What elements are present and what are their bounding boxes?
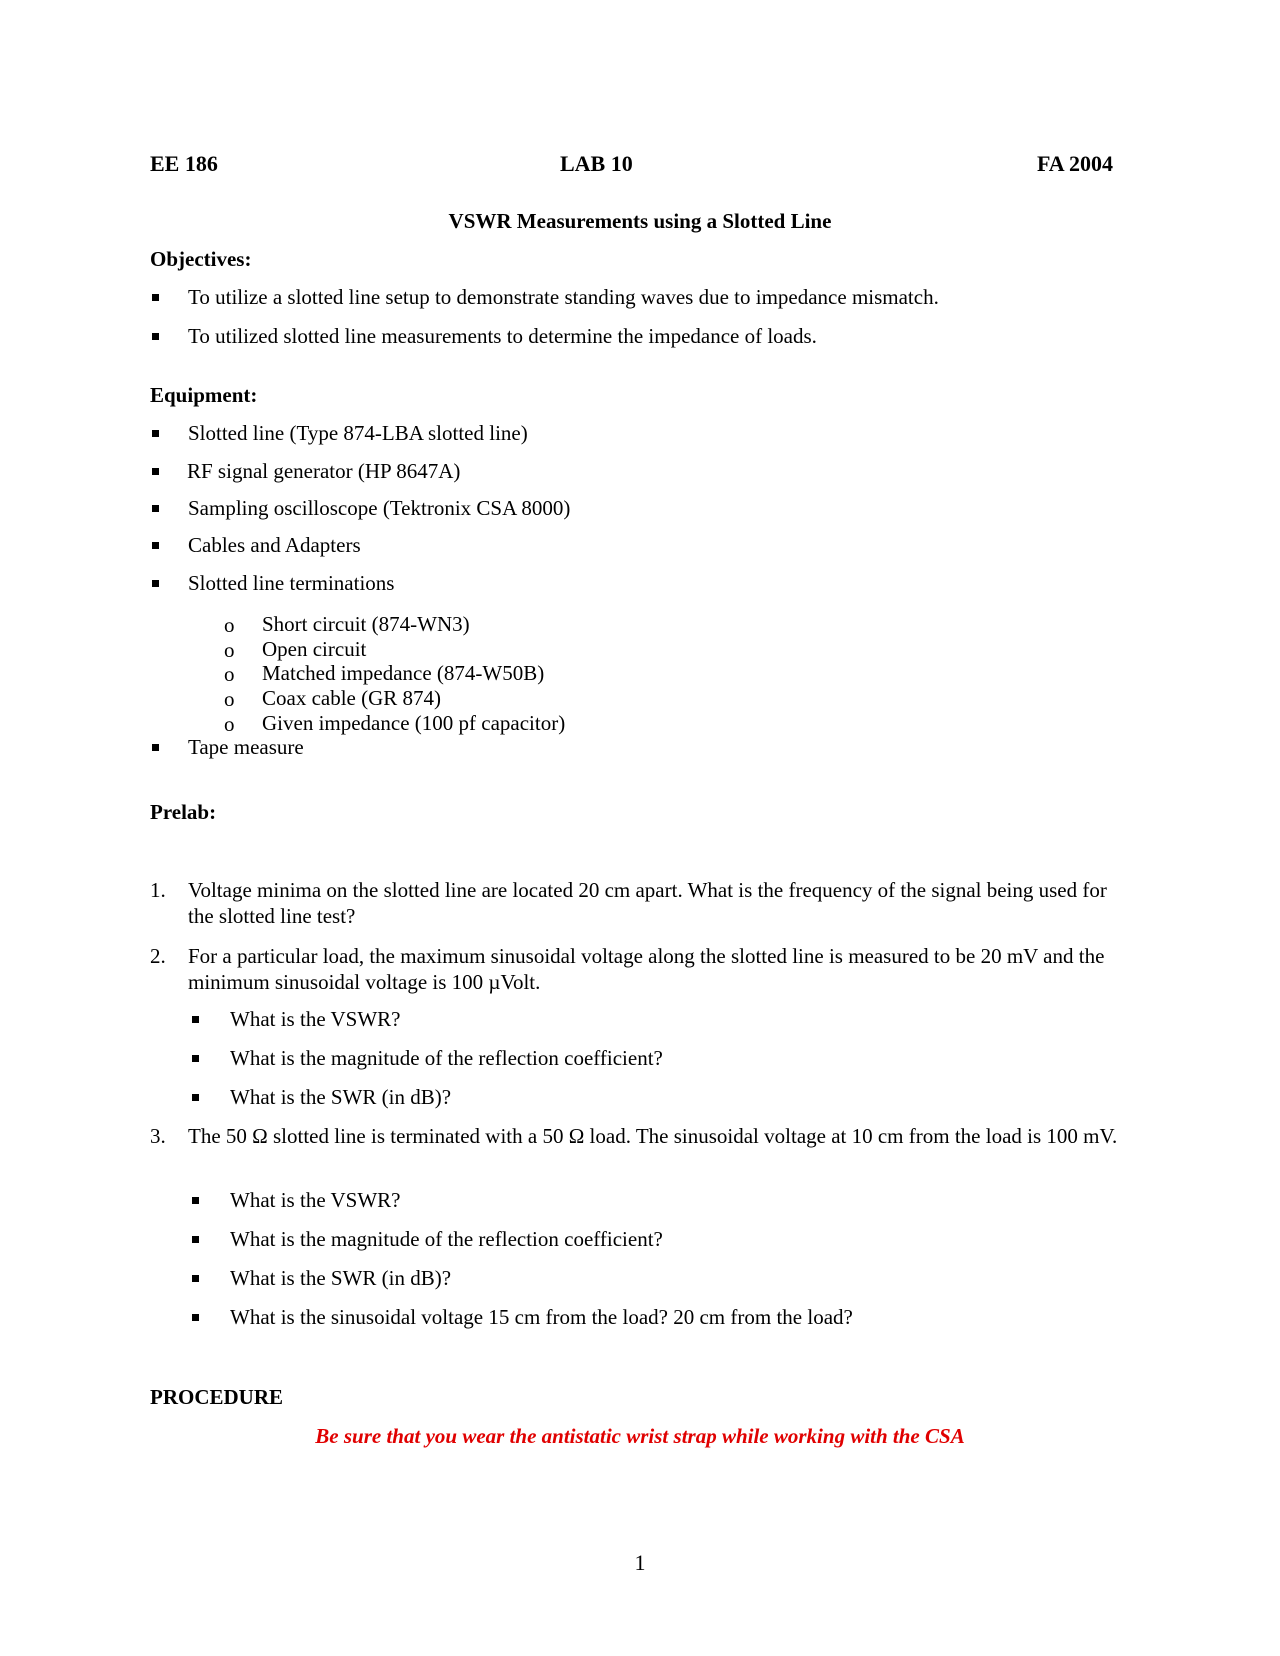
safety-warning: Be sure that you wear the antistatic wrist strap while working with the CSA xyxy=(315,1424,965,1448)
prelab-heading: Prelab: xyxy=(150,800,217,824)
sub-bullet-icon: o xyxy=(224,638,235,662)
equipment-item: Sampling oscilloscope (Tektronix CSA 8000) xyxy=(188,496,571,520)
bullet-icon xyxy=(152,505,159,512)
objective-item: To utilized slotted line measurements to determine the impedance of loads. xyxy=(188,324,817,348)
question-text: For a particular load, the maximum sinusoidal voltage along the slotted line is measured to be 20 mV and the minimum sinusoidal voltage is 100 µVolt. xyxy=(188,944,1105,994)
bullet-icon xyxy=(152,430,159,437)
bullet-icon xyxy=(192,1055,199,1062)
sub-question: What is the SWR (in dB)? xyxy=(230,1266,452,1290)
bullet-icon xyxy=(192,1314,199,1321)
bullet-icon xyxy=(152,744,159,751)
termination-item: Short circuit (874-WN3) xyxy=(262,612,470,636)
sub-bullet-icon: o xyxy=(224,712,235,736)
sub-bullet-icon: o xyxy=(224,687,235,711)
lab-number: LAB 10 xyxy=(560,151,633,176)
sub-question: What is the VSWR? xyxy=(230,1007,401,1031)
course-code: EE 186 xyxy=(150,151,218,176)
procedure-heading: PROCEDURE xyxy=(150,1385,284,1409)
question-number: 3. xyxy=(150,1124,166,1148)
equipment-item: RF signal generator (HP 8647A) xyxy=(187,459,461,483)
bullet-icon xyxy=(192,1094,199,1101)
termination-item: Open circuit xyxy=(262,637,367,661)
bullet-icon xyxy=(152,542,159,549)
termination-item: Matched impedance (874-W50B) xyxy=(262,661,545,685)
question-text: The 50 Ω slotted line is terminated with a 50 Ω load. The sinusoidal voltage at 10 cm from the load is 100 mV. xyxy=(188,1124,1118,1148)
sub-question: What is the magnitude of the reflection coefficient? xyxy=(230,1046,663,1070)
bullet-icon xyxy=(152,580,159,587)
bullet-icon xyxy=(152,468,159,475)
sub-question: What is the VSWR? xyxy=(230,1188,401,1212)
termination-item: Coax cable (GR 874) xyxy=(262,686,442,710)
question-text: Voltage minima on the slotted line are located 20 cm apart. What is the frequency of the signal being used for the slotted line test? xyxy=(188,878,1107,928)
bullet-icon xyxy=(192,1016,199,1023)
bullet-icon xyxy=(192,1236,199,1243)
equipment-item: Slotted line terminations xyxy=(188,571,395,595)
bullet-icon xyxy=(152,294,159,301)
equipment-item: Slotted line (Type 874-LBA slotted line) xyxy=(188,421,528,445)
objectives-heading: Objectives: xyxy=(150,247,252,271)
objective-item: To utilize a slotted line setup to demonstrate standing waves due to impedance mismatch. xyxy=(188,285,939,309)
equipment-item: Cables and Adapters xyxy=(188,533,361,557)
termination-item: Given impedance (100 pf capacitor) xyxy=(262,711,566,735)
bullet-icon xyxy=(192,1197,199,1204)
bullet-icon xyxy=(192,1275,199,1282)
question-number: 1. xyxy=(150,878,166,902)
equipment-item: Tape measure xyxy=(188,735,304,759)
page-number: 1 xyxy=(634,1550,646,1575)
question-number: 2. xyxy=(150,944,166,968)
bullet-icon xyxy=(152,333,159,340)
document-title: VSWR Measurements using a Slotted Line xyxy=(448,209,832,233)
sub-question: What is the magnitude of the reflection coefficient? xyxy=(230,1227,663,1251)
sub-question: What is the sinusoidal voltage 15 cm from the load? 20 cm from the load? xyxy=(230,1305,853,1329)
term: FA 2004 xyxy=(1037,151,1113,176)
sub-bullet-icon: o xyxy=(224,613,235,637)
equipment-heading: Equipment: xyxy=(150,383,258,407)
sub-question: What is the SWR (in dB)? xyxy=(230,1085,452,1109)
sub-bullet-icon: o xyxy=(224,662,235,686)
